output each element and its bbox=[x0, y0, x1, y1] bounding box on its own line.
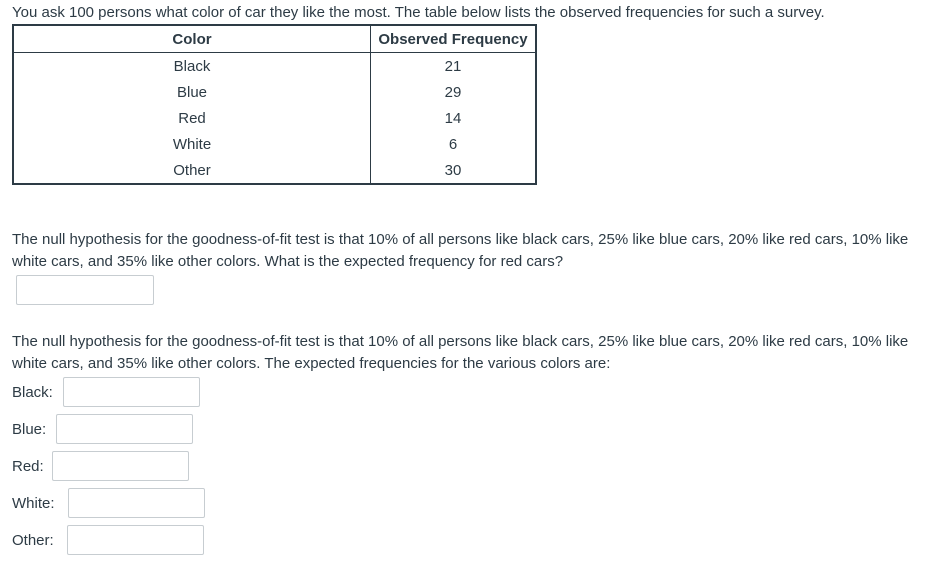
cell-frequency: 6 bbox=[448, 135, 458, 153]
cell-frequency: 29 bbox=[444, 83, 462, 101]
table-row bbox=[13, 131, 536, 157]
question-1-text: The null hypothesis for the goodness-of-fit test is that 10% of all persons like black cars, 25% like blue cars, 20% like red cars, 10% like white cars, and 35% like other colors. What is the expected frequency for red cars? bbox=[12, 231, 909, 270]
cell-frequency: 14 bbox=[444, 109, 462, 127]
cell-color: White bbox=[13, 131, 371, 157]
red-expected-input[interactable] bbox=[52, 451, 189, 481]
black-label: Black: bbox=[12, 384, 53, 401]
cell-color: Other bbox=[13, 157, 371, 184]
intro-text: You ask 100 persons what color of car they like the most. The table below lists the observed frequencies for such a survey. bbox=[12, 4, 825, 21]
table-row bbox=[13, 105, 536, 131]
red-label: Red: bbox=[12, 458, 44, 475]
table-header-row bbox=[13, 25, 536, 53]
other-label: Other: bbox=[12, 532, 54, 549]
header-observed-frequency: Observed Frequency bbox=[371, 25, 537, 53]
blue-expected-input[interactable] bbox=[56, 414, 193, 444]
white-label: White: bbox=[12, 495, 55, 512]
table-row bbox=[13, 157, 536, 184]
table-row bbox=[13, 53, 536, 80]
red-expected-frequency-input[interactable] bbox=[16, 275, 154, 305]
table-row bbox=[13, 79, 536, 105]
cell-frequency: 30 bbox=[444, 161, 462, 179]
cell-frequency: 21 bbox=[444, 57, 462, 75]
white-expected-input[interactable] bbox=[68, 488, 205, 518]
other-expected-input[interactable] bbox=[67, 525, 204, 555]
question-2-text: The null hypothesis for the goodness-of-fit test is that 10% of all persons like black cars, 25% like blue cars, 20% like red cars, 10% like white cars, and 35% like other colors. The expected frequencies for the various colors are: bbox=[12, 333, 909, 372]
header-color: Color bbox=[13, 25, 371, 53]
black-expected-input[interactable] bbox=[63, 377, 200, 407]
frequency-table bbox=[12, 24, 537, 185]
cell-color: Blue bbox=[13, 79, 371, 105]
cell-color: Red bbox=[13, 105, 371, 131]
blue-label: Blue: bbox=[12, 421, 47, 438]
cell-color: Black bbox=[13, 53, 371, 80]
